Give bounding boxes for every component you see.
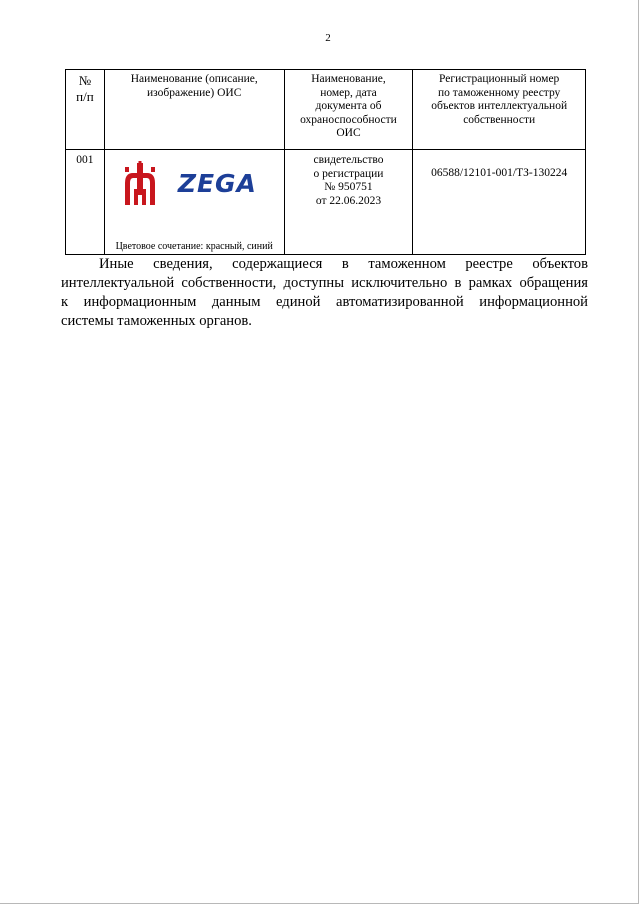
paragraph-line: интеллектуальной собственности, доступны исключительно в рамках обращения — [61, 275, 588, 291]
header-registry-line: по таможенному реестру — [438, 86, 561, 99]
header-document-line: ОИС — [336, 127, 361, 139]
registry-number: 06588/12101-001/ТЗ-130224 — [431, 167, 568, 179]
document-line: о регистрации — [313, 167, 384, 180]
header-number-sign: № — [78, 73, 92, 88]
row-registry-number — [413, 150, 586, 255]
document-number: № 950751 — [324, 181, 373, 193]
page-number: 2 — [325, 32, 331, 44]
color-combination-note: Цветовое сочетание: красный, синий — [115, 241, 273, 252]
header-number-abbr: п/п — [76, 89, 94, 104]
ip-registry-table — [65, 69, 586, 255]
table-header-row — [66, 70, 586, 150]
header-number — [66, 70, 105, 150]
header-document-line: охраноспособности — [300, 113, 397, 126]
document-date: от 22.06.2023 — [315, 194, 382, 207]
header-description-line: изображение) ОИС — [147, 86, 242, 99]
body-paragraph — [61, 255, 588, 331]
document-line: свидетельство — [313, 154, 384, 166]
row-number: 001 — [66, 150, 105, 255]
header-registry-number — [413, 70, 586, 150]
logo-wordmark: ZEGA — [177, 168, 257, 198]
header-document-line: документа об — [315, 100, 382, 112]
header-document-line: номер, дата — [320, 86, 377, 99]
row-document — [284, 150, 413, 255]
stylized-red-tower-icon — [120, 161, 160, 205]
header-document-line: Наименование, — [311, 73, 386, 85]
table-row — [66, 150, 586, 255]
trademark-logo — [120, 161, 257, 205]
paragraph-line: системы таможенных органов. — [61, 313, 252, 329]
header-description-line: Наименование (описание, — [130, 73, 258, 85]
row-description — [104, 150, 284, 255]
header-registry-line: собственности — [463, 113, 536, 126]
paragraph-line: Иные сведения, содержащиеся в таможенном реестре объектов — [99, 256, 588, 272]
header-document — [284, 70, 413, 150]
header-registry-line: Регистрационный номер — [439, 73, 560, 85]
header-registry-line: объектов интеллектуальной — [431, 100, 568, 112]
paragraph-line: к информационным данным единой автоматизированной информационной — [61, 294, 588, 310]
header-description — [104, 70, 284, 150]
